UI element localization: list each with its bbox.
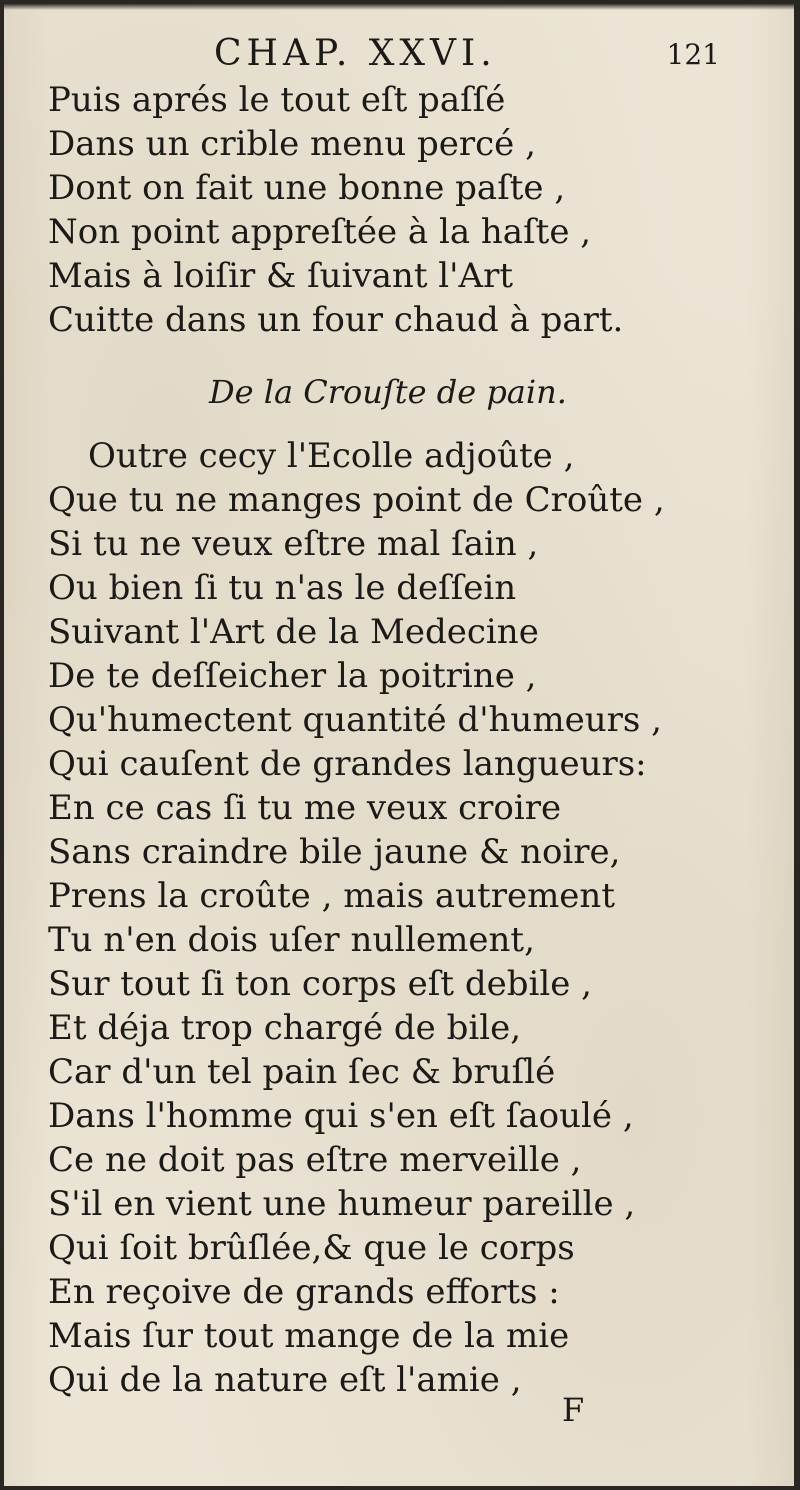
- verse-line: Tu n'en dois uſer nullement,: [48, 920, 535, 960]
- verse-line: Mais à loiſir & ſuivant l'Art: [48, 256, 513, 296]
- verse-line: Mais ſur tout mange de la mie: [48, 1316, 570, 1356]
- verse-line: Sans craindre bile jaune & noire,: [48, 832, 621, 872]
- verse-line: Puis aprés le tout eſt paſſé: [48, 80, 506, 120]
- verse-line: S'il en vient une humeur pareille ,: [48, 1184, 636, 1224]
- verse-line: Non point appreſtée à la haſte ,: [48, 212, 592, 252]
- verse-line: Si tu ne veux eſtre mal ſain ,: [48, 524, 539, 564]
- catchword: F: [562, 1391, 585, 1429]
- verse-line: Ce ne doit pas eſtre merveille ,: [48, 1140, 582, 1180]
- book-page: [4, 4, 794, 1486]
- verse-line: Dans un crible menu percé ,: [48, 124, 536, 164]
- verse-line: Outre cecy l'Ecolle adjoûte ,: [88, 436, 575, 476]
- verse-line: Cuitte dans un four chaud à part.: [48, 300, 624, 340]
- verse-line: Et déja trop chargé de bile,: [48, 1008, 522, 1048]
- verse-stanza-2: [48, 434, 748, 1402]
- verse-line: Prens la croûte , mais autrement: [48, 876, 615, 916]
- page-top-shadow: [4, 4, 794, 10]
- verse-line: En reçoive de grands efforts :: [48, 1272, 560, 1312]
- running-head: CHAP. XXVI.: [214, 33, 497, 74]
- verse-line: Suivant l'Art de la Medecine: [48, 612, 539, 652]
- verse-line: Qu'humectent quantité d'humeurs ,: [48, 700, 662, 740]
- verse-line: Qui cauſent de grandes langueurs:: [48, 744, 647, 784]
- verse-line: Qui ſoit brûſlée,& que le corps: [48, 1228, 575, 1268]
- verse-line: Que tu ne manges point de Croûte ,: [48, 480, 665, 520]
- section-heading: De la Crouſte de pain.: [209, 373, 567, 411]
- verse-line: Dont on fait une bonne paſte ,: [48, 168, 566, 208]
- verse-line: Qui de la nature eſt l'amie ,: [48, 1360, 522, 1400]
- verse-line: En ce cas ſi tu me veux croire: [48, 788, 562, 828]
- verse-line: De te deſſeicher la poitrine ,: [48, 656, 537, 696]
- verse-line: Ou bien ſi tu n'as le deſſein: [48, 568, 517, 608]
- verse-line: Dans l'homme qui s'en eſt ſaoulé ,: [48, 1096, 634, 1136]
- verse-stanza-1: [48, 78, 748, 342]
- page-number: 121: [666, 38, 720, 71]
- verse-line: Car d'un tel pain ſec & bruſlé: [48, 1052, 556, 1092]
- verse-line: Sur tout ſi ton corps eſt debile ,: [48, 964, 592, 1004]
